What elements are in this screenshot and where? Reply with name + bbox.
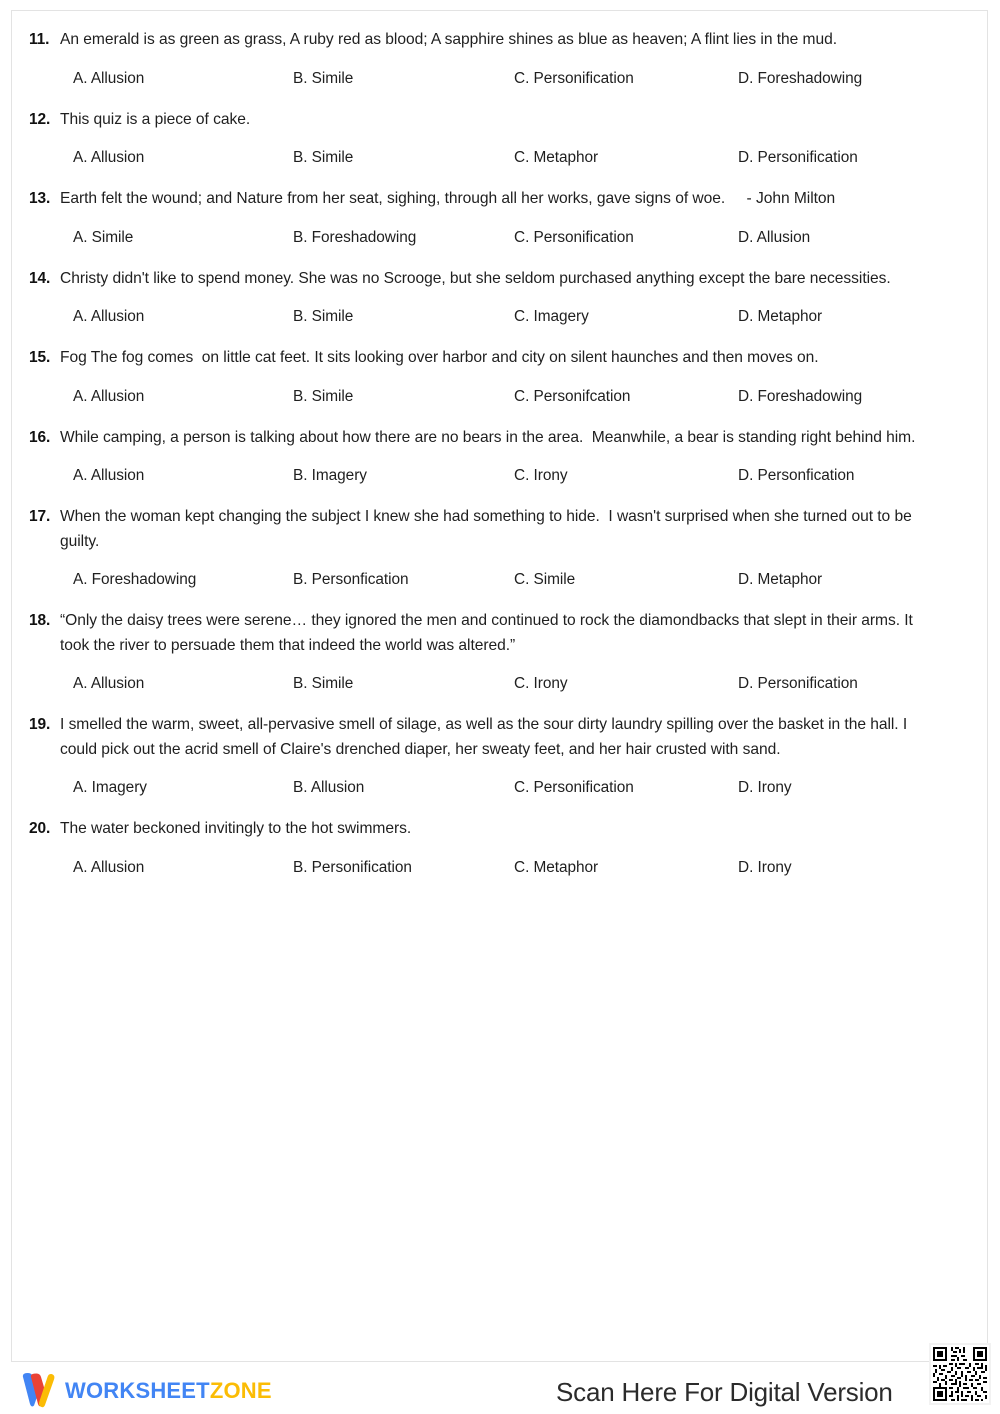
question-list (12, 11, 987, 897)
answer-option[interactable]: A. Allusion (73, 858, 145, 876)
answer-option[interactable]: B. Simile (293, 675, 354, 692)
answer-options (62, 776, 973, 800)
answer-option[interactable]: A. Foreshadowing (73, 571, 197, 588)
question-item (27, 817, 973, 880)
question-number: 16. (29, 428, 51, 446)
worksheet-page (11, 10, 988, 1362)
answer-option[interactable]: D. Personfication (738, 467, 855, 484)
question-item (27, 28, 973, 91)
answer-option[interactable]: C. Personifcation (514, 387, 631, 405)
answer-option[interactable]: A. Simile (73, 228, 134, 246)
answer-option[interactable]: C. Personification (514, 779, 634, 796)
question-text: Fog The fog comes on little cat feet. It sits looking over harbor and city on silent haunches and then moves on. (60, 349, 819, 366)
question-number: 19. (29, 716, 51, 733)
question-row (27, 505, 973, 554)
question-text: This quiz is a piece of cake. (60, 110, 251, 128)
question-item (27, 267, 973, 330)
answer-option[interactable]: B. Foreshadowing (293, 228, 417, 246)
answer-option[interactable]: D. Personification (738, 675, 858, 692)
answer-option[interactable]: D. Personification (738, 149, 858, 166)
answer-option[interactable]: C. Metaphor (514, 858, 599, 876)
answer-option[interactable]: C. Irony (514, 675, 568, 692)
question-item (27, 426, 973, 489)
answer-option[interactable]: D. Metaphor (738, 308, 823, 325)
logo-word-worksheet: WORKSHEET (65, 1378, 210, 1403)
scan-prompt-text: Scan Here For Digital Version (556, 1377, 893, 1407)
answer-option[interactable]: B. Imagery (293, 467, 367, 484)
question-item (27, 505, 973, 592)
answer-options (62, 568, 973, 592)
question-number: 15. (29, 349, 51, 366)
question-row (27, 817, 973, 842)
answer-option[interactable]: B. Simile (293, 149, 354, 166)
question-number: 12. (29, 110, 51, 128)
answer-option[interactable]: A. Allusion (73, 675, 145, 692)
question-text: The water beckoned invitingly to the hot swimmers. (60, 820, 412, 837)
answer-option[interactable]: A. Allusion (73, 467, 145, 484)
question-number: 18. (29, 612, 51, 629)
answer-option[interactable]: D. Foreshadowing (738, 69, 863, 87)
answer-option[interactable]: B. Personification (293, 858, 412, 876)
question-item (27, 346, 973, 409)
answer-option[interactable]: A. Allusion (73, 149, 145, 166)
question-row (27, 28, 973, 53)
answer-options (62, 385, 973, 409)
qr-code[interactable] (929, 1343, 991, 1405)
question-text: Earth felt the wound; and Nature from her seat, sighing, through all her works, gave signs of woe. - John Milton (60, 190, 836, 207)
question-row (27, 267, 973, 292)
question-item (27, 713, 973, 800)
answer-option[interactable]: D. Irony (738, 858, 792, 876)
question-text: “Only the daisy trees were serene… they ignored the men and continued to rock the diamondbacks that slept in their arms. It took the river to persuade them that indeed the world was altered.” (60, 612, 918, 654)
page-footer (0, 1364, 1000, 1414)
answer-option[interactable]: C. Personification (514, 228, 634, 246)
question-text: An emerald is as green as grass, A ruby red as blood; A sapphire shines as blue as heaven; A flint lies in the mud. (60, 31, 838, 48)
answer-option[interactable]: C. Imagery (514, 308, 589, 325)
answer-option[interactable]: B. Simile (293, 308, 354, 325)
answer-options (62, 856, 973, 880)
answer-option[interactable]: C. Irony (514, 467, 568, 484)
answer-option[interactable]: D. Irony (738, 779, 792, 796)
question-row (27, 713, 973, 762)
question-number: 17. (29, 508, 51, 525)
logo-w-icon (20, 1372, 56, 1410)
answer-options (62, 305, 973, 329)
question-text: While camping, a person is talking about how there are no bears in the area. Meanwhile, a bear is standing right behind him. (60, 428, 916, 446)
question-row (27, 609, 973, 658)
question-number: 11. (29, 31, 50, 48)
question-row (27, 346, 973, 371)
qr-code-image (931, 1345, 989, 1403)
answer-options (62, 464, 973, 488)
worksheet-zone-logo (20, 1370, 272, 1412)
question-text: Christy didn't like to spend money. She was no Scrooge, but she seldom purchased anything except the bare necessities. (60, 269, 891, 287)
question-row (27, 426, 973, 451)
question-number: 20. (29, 820, 51, 837)
answer-option[interactable]: A. Imagery (73, 779, 147, 796)
answer-option[interactable]: D. Foreshadowing (738, 387, 863, 405)
question-item (27, 108, 973, 171)
logo-word-zone: ZONE (209, 1378, 272, 1403)
answer-options (62, 146, 973, 170)
question-number: 13. (29, 190, 51, 207)
answer-option[interactable]: C. Personification (514, 69, 634, 87)
answer-options (62, 226, 973, 250)
answer-option[interactable]: A. Allusion (73, 308, 145, 325)
answer-option[interactable]: D. Allusion (738, 228, 811, 246)
answer-option[interactable]: C. Simile (514, 571, 576, 588)
answer-option[interactable]: B. Simile (293, 69, 354, 87)
question-item (27, 187, 973, 250)
answer-option[interactable]: B. Allusion (293, 779, 365, 796)
question-number: 14. (29, 269, 51, 287)
answer-option[interactable]: D. Metaphor (738, 571, 823, 588)
answer-options (62, 67, 973, 91)
question-text: I smelled the warm, sweet, all-pervasive smell of silage, as well as the sour dirty laundry spilling over the basket in the hall. I could pick out the acrid smell of Claire's drenched diaper, her sweaty feet, and her hair crusted with sand. (60, 716, 912, 758)
answer-option[interactable]: B. Personfication (293, 571, 409, 588)
logo-wordmark (65, 1380, 272, 1402)
question-item (27, 609, 973, 696)
answer-options (62, 672, 973, 696)
answer-option[interactable]: A. Allusion (73, 387, 145, 405)
answer-option[interactable]: C. Metaphor (514, 149, 599, 166)
answer-option[interactable]: A. Allusion (73, 69, 145, 87)
question-row (27, 187, 973, 212)
answer-option[interactable]: B. Simile (293, 387, 354, 405)
question-row (27, 108, 973, 133)
question-text: When the woman kept changing the subject I knew she had something to hide. I wasn't surprised when she turned out to be guilty. (60, 508, 916, 550)
